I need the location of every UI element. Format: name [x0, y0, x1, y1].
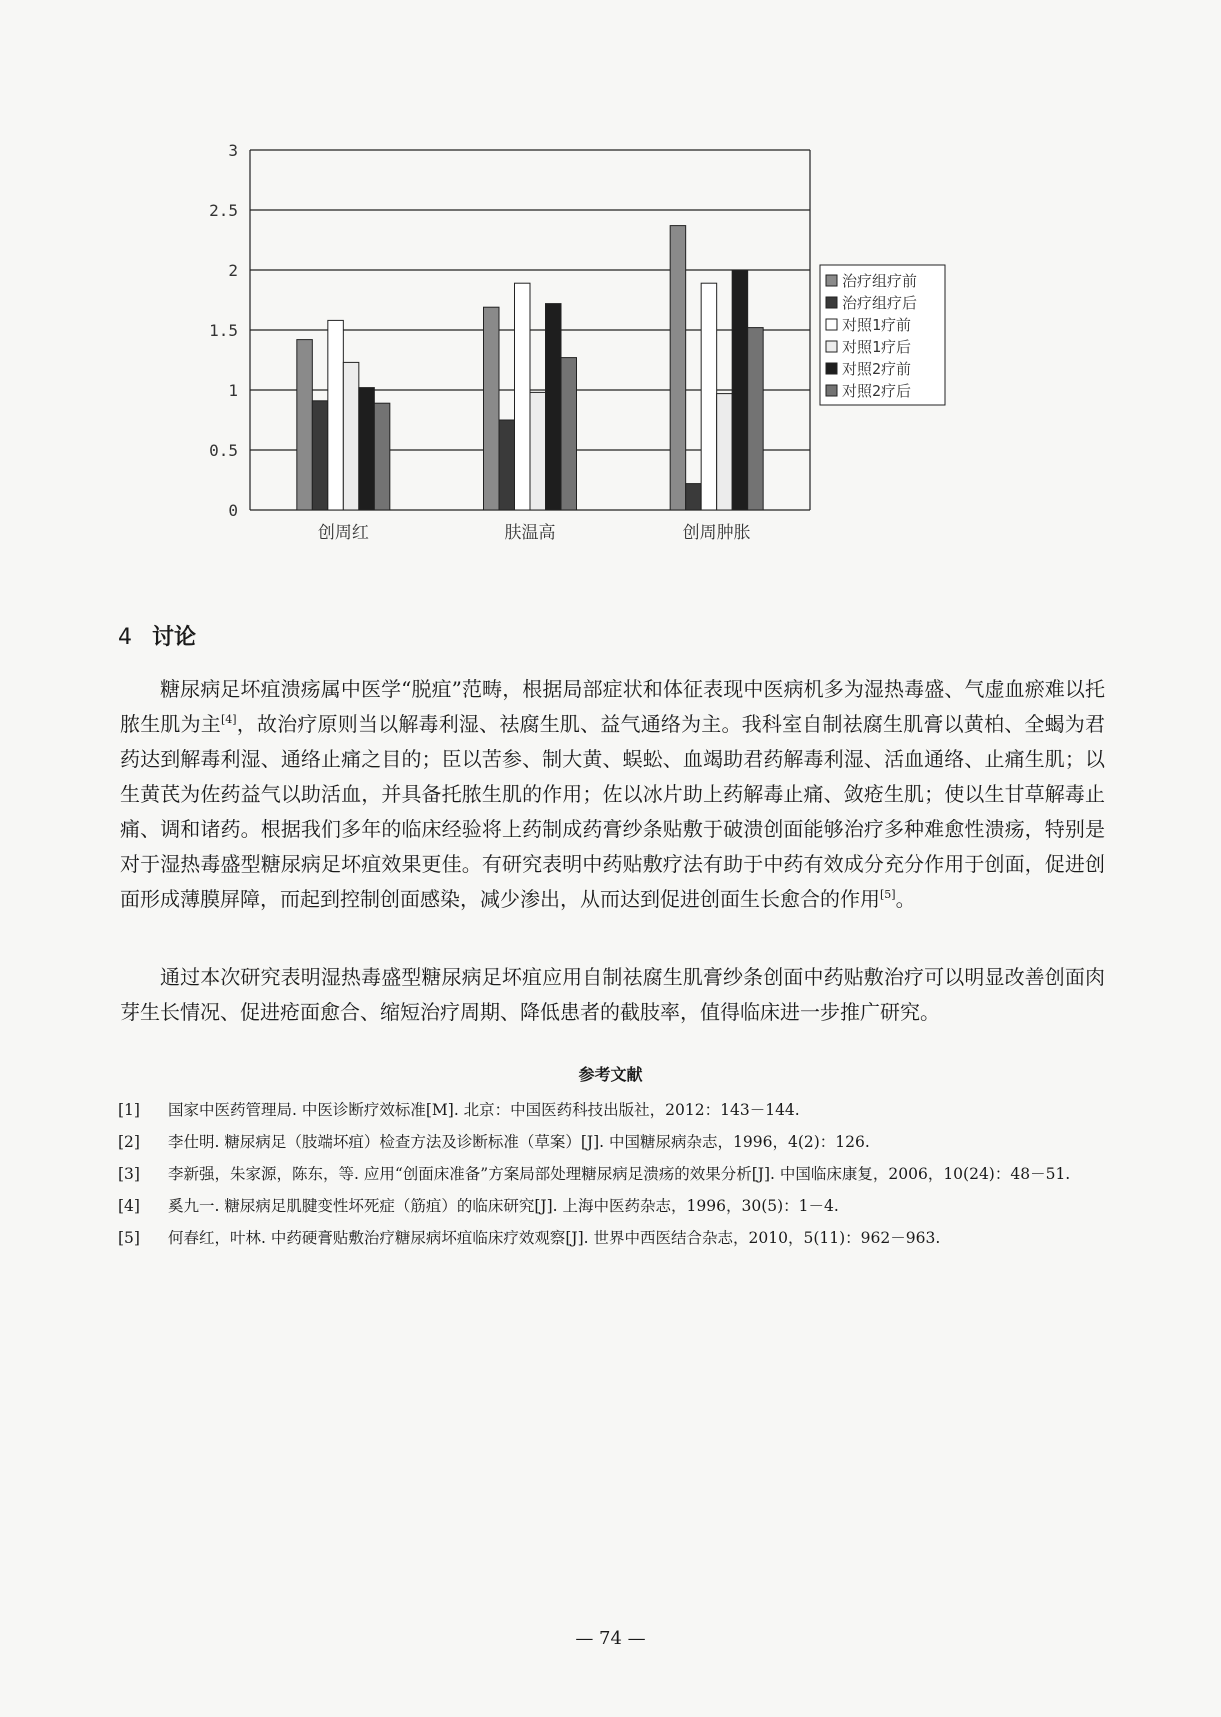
legend-label: 对照2疗前 [842, 360, 912, 378]
bar-1-5 [561, 358, 577, 510]
bar-2-1 [686, 484, 702, 510]
y-tick-label: 0.5 [209, 441, 238, 460]
reference-item [118, 1226, 1108, 1250]
x-tick-label: 肤温高 [504, 523, 556, 543]
discussion-paragraph-1 [120, 672, 1105, 917]
bar-0-3 [343, 362, 359, 510]
bar-2-2 [701, 283, 717, 510]
bar-1-1 [499, 420, 515, 510]
chart-bars [297, 226, 763, 510]
chart-legend [820, 265, 945, 405]
reference-text: 李新强，朱家源，陈东，等. 应用“创面床准备”方案局部处理糖尿病足溃疡的效果分析[J]. 中国临床康复，2006，10(24)：48－51. [168, 1165, 1071, 1183]
bar-2-3 [717, 394, 733, 510]
bar-0-1 [312, 401, 328, 510]
reference-item [118, 1130, 1108, 1154]
legend-label: 对照1疗前 [842, 316, 912, 334]
legend-label: 治疗组疗前 [842, 272, 918, 290]
x-tick-label: 创周红 [317, 523, 369, 543]
y-tick-label: 0 [228, 501, 238, 520]
citation-5: [5] [880, 888, 896, 901]
section-title: 讨论 [152, 625, 197, 650]
y-tick-label: 1.5 [209, 321, 238, 340]
references-title: 参考文献 [578, 1065, 643, 1084]
text-run: 糖尿病足坏疽溃疡属中医学“脱疽”范畴，根据局部症状和体征表现中医病机多为湿热毒盛、气虚血瘀难以托脓生肌为主 [120, 677, 1105, 736]
legend-swatch [826, 297, 837, 308]
reference-list [118, 1098, 1108, 1258]
reference-text: 何春红，叶林. 中药硬膏贴敷治疗糖尿病坏疽临床疗效观察[J]. 世界中西医结合杂志，2010，5(11)：962－963. [168, 1229, 941, 1247]
reference-text: 奚九一. 糖尿病足肌腱变性坏死症（筋疽）的临床研究[J]. 上海中医药杂志，1996，30(5)：1－4. [168, 1197, 839, 1215]
bar-1-4 [546, 304, 562, 510]
reference-number: [5] [118, 1229, 140, 1247]
legend-swatch [826, 363, 837, 374]
bar-2-5 [748, 328, 764, 510]
text-run: ，故治疗原则当以解毒利湿、祛腐生肌、益气通络为主。我科室自制祛腐生肌膏以黄柏、全蝎为君药达到解毒利湿、通络止痛之目的；臣以苦参、制大黄、蜈蚣、血竭助君药解毒利湿、活血通络、止痛生肌；以生黄芪为佐药益气以助活血，并具备托脓生肌的作用；佐以冰片助上药解毒止痛、敛疮生肌；使以生甘草解毒止痛、调和诸药。根据我们多年的临床经验将上药制成药膏纱条贴敷于破溃创面能够治疗多种难愈性溃疡，特别是对于湿热毒盛型糖尿病足坏疽效果更佳。有研究表明中药贴敷疗法有助于中药有效成分充分作用于创面，促进创面形成薄膜屏障，而起到控制创面感染，减少渗出，从而达到促进创面生长愈合的作用 [120, 712, 1106, 911]
y-tick-label: 1 [228, 381, 238, 400]
bar-0-4 [359, 388, 375, 510]
reference-text: 李仕明. 糖尿病足（肢端坏疽）检查方法及诊断标准（草案）[J]. 中国糖尿病杂志，1996，4(2)：126. [168, 1133, 870, 1151]
section-number: 4 [118, 625, 132, 650]
reference-number: [3] [118, 1165, 140, 1183]
bar-2-4 [732, 270, 748, 510]
bar-0-5 [374, 403, 390, 510]
legend-swatch [826, 319, 837, 330]
y-axis-labels [209, 141, 238, 520]
reference-number: [2] [118, 1133, 140, 1151]
reference-item [118, 1098, 1108, 1122]
legend-swatch [826, 275, 837, 286]
bar-chart [190, 140, 1030, 600]
bar-0-0 [297, 340, 313, 510]
legend-label: 治疗组疗后 [842, 294, 918, 312]
legend-label: 对照1疗后 [842, 338, 912, 356]
legend-swatch [826, 341, 837, 352]
bar-0-2 [328, 320, 344, 510]
page-number: — 74 — [575, 1628, 646, 1649]
text-run: 。 [895, 887, 916, 911]
bar-1-3 [530, 392, 546, 510]
reference-number: [4] [118, 1197, 140, 1215]
reference-text: 国家中医药管理局. 中医诊断疗效标准[M]. 北京：中国医药科技出版社，2012：143－144. [168, 1101, 800, 1119]
x-axis-labels [318, 523, 751, 543]
y-tick-label: 2 [228, 261, 238, 280]
bar-1-0 [484, 307, 500, 510]
citation-4: [4] [220, 713, 237, 726]
discussion-paragraph-2: 通过本次研究表明湿热毒盛型糖尿病足坏疽应用自制祛腐生肌膏纱条创面中药贴敷治疗可以明显改善创面肉芽生长情况、促进疮面愈合、缩短治疗周期、降低患者的截肢率，值得临床进一步推广研究。 [120, 965, 1105, 1024]
reference-item [118, 1162, 1108, 1186]
x-tick-label: 创周肿胀 [682, 523, 751, 543]
bar-2-0 [670, 226, 686, 510]
y-tick-label: 3 [228, 141, 238, 160]
y-tick-label: 2.5 [209, 201, 238, 220]
bar-1-2 [515, 283, 531, 510]
reference-item [118, 1194, 1108, 1218]
legend-label: 对照2疗后 [842, 382, 912, 400]
legend-swatch [826, 385, 837, 396]
section-heading [118, 620, 196, 651]
reference-number: [1] [118, 1101, 140, 1119]
